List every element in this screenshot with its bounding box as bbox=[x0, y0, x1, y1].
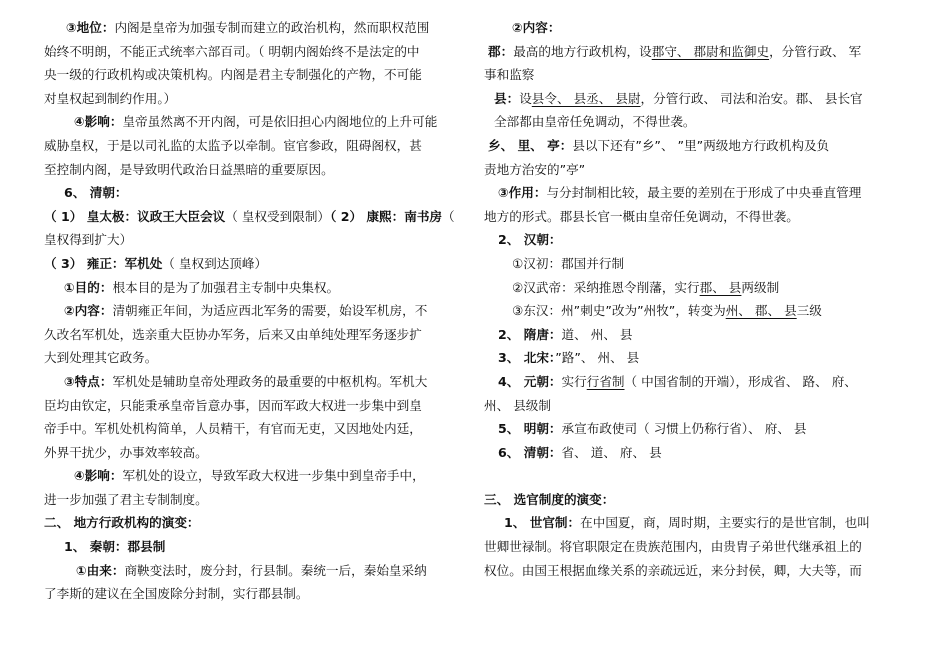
body-text: 帝手中。军机处机构简单，人员精干，有官而无吏，又因地处内廷， bbox=[44, 421, 422, 437]
bold-heading: ①目的： bbox=[64, 279, 113, 295]
body-text: 进一步加强了君主专制制度。 bbox=[44, 491, 208, 507]
underlined-term: 郡、 县 bbox=[699, 279, 742, 295]
text-line bbox=[484, 417, 908, 441]
text-line bbox=[484, 346, 908, 370]
text-line bbox=[44, 535, 468, 559]
text-line bbox=[44, 488, 468, 512]
bold-heading: （ 2） 康熙：南书房 bbox=[330, 208, 443, 224]
text-line bbox=[44, 16, 468, 40]
text-line bbox=[44, 299, 468, 323]
body-text: 清朝雍正年间，为适应西北军务的需要，始设军机房，不 bbox=[112, 303, 428, 319]
body-text: 臣均由钦定，只能秉承皇帝旨意办事，因而军政大权进一步集中到皇 bbox=[44, 397, 422, 413]
bold-heading: 6、 清朝： bbox=[64, 185, 128, 201]
body-text: （ bbox=[442, 208, 455, 224]
body-text: 军机处是辅助皇帝处理政务的最重要的中枢机构。军机大 bbox=[112, 373, 428, 389]
body-text: ②汉武帝：采纳推恩令削藩，实行 bbox=[512, 279, 700, 295]
body-text: 世卿世禄制。将官职限定在贵族范围内，由贵胄子弟世代继承祖上的 bbox=[484, 539, 862, 555]
bold-heading: 三、 选官制度的演变： bbox=[484, 491, 615, 507]
body-text: 久改名军机处，选亲重大臣协办军务，后来又由单纯处理军务逐步扩 bbox=[44, 326, 422, 342]
text-line bbox=[44, 370, 468, 394]
body-text: 设 bbox=[519, 90, 532, 106]
text-line bbox=[484, 535, 908, 559]
text-line bbox=[44, 181, 468, 205]
text-line bbox=[44, 582, 468, 606]
body-text: 在中国夏，商，周时期，主要实行的是世官制，也叫 bbox=[580, 515, 870, 531]
body-text: ①汉初：郡国并行制 bbox=[512, 255, 625, 271]
text-line bbox=[44, 559, 468, 583]
text-line bbox=[44, 134, 468, 158]
text-line bbox=[44, 276, 468, 300]
body-text: 商鞅变法时，废分封，行县制。秦统一后，秦始皇采纳 bbox=[124, 562, 427, 578]
body-text: 州、 县级制 bbox=[484, 397, 551, 413]
body-text: 权位。由国王根据血缘关系的亲疏远近，来分封侯，卿，大夫等，而 bbox=[484, 562, 862, 578]
bold-heading: 二、 地方行政机构的演变： bbox=[44, 515, 200, 531]
bold-heading: ②内容： bbox=[512, 20, 561, 35]
text-line bbox=[44, 205, 468, 229]
bold-heading: 郡： bbox=[488, 43, 514, 59]
body-text: （ 皇权到达顶峰） bbox=[162, 255, 268, 271]
bold-heading: 5、 明朝： bbox=[498, 421, 562, 437]
body-text: 央一级的行政机构或决策机构。内阁是君主专制强化的产物，不可能 bbox=[44, 67, 422, 83]
bold-heading: 乡、 里、 亭： bbox=[488, 137, 573, 153]
left-column bbox=[44, 16, 468, 606]
body-text: 承宣布政使司（ 习惯上仍称行省）、 府、 县 bbox=[561, 421, 807, 437]
body-text: 三级 bbox=[796, 303, 822, 319]
text-line bbox=[44, 346, 468, 370]
text-line bbox=[484, 299, 908, 323]
body-text: 军机处的设立，导致军政大权进一步集中到皇帝手中， bbox=[122, 468, 425, 484]
body-text: 与分封制相比较，最主要的差别在于形成了中央垂直管理 bbox=[546, 185, 862, 201]
blank-line bbox=[484, 464, 908, 488]
underlined-term: 行省制 bbox=[586, 373, 625, 389]
body-text: 道、 州、 县 bbox=[561, 326, 633, 342]
text-line bbox=[484, 252, 908, 276]
bold-heading: 1、 秦朝：郡县制 bbox=[64, 539, 166, 555]
text-line bbox=[484, 228, 908, 252]
text-line bbox=[484, 323, 908, 347]
body-text: 根本目的是为了加强君主专制中央集权。 bbox=[112, 279, 340, 295]
bold-heading: 1、 世官制： bbox=[504, 515, 581, 531]
text-line bbox=[44, 40, 468, 64]
text-line bbox=[484, 40, 908, 64]
text-line bbox=[484, 511, 908, 535]
underlined-term: 县令、 县丞、 县尉 bbox=[531, 90, 641, 106]
body-text: 实行 bbox=[561, 373, 587, 389]
body-text: （ 中国省制的开端），形成省、 路、 府、 bbox=[624, 373, 857, 389]
bold-heading: 2、 隋唐： bbox=[498, 326, 562, 342]
text-line bbox=[484, 370, 908, 394]
body-text: 省、 道、 府、 县 bbox=[561, 444, 662, 460]
bold-heading: ③地位： bbox=[66, 20, 115, 35]
text-line bbox=[484, 63, 908, 87]
text-line bbox=[44, 511, 468, 535]
text-line bbox=[44, 323, 468, 347]
bold-heading: 县： bbox=[494, 90, 520, 106]
bold-heading: ④影响： bbox=[74, 114, 123, 130]
body-text: 大到处理其它政务。 bbox=[44, 350, 158, 366]
bold-heading: ④影响： bbox=[74, 468, 123, 484]
body-text: 最高的地方行政机构，设 bbox=[513, 43, 652, 59]
text-line bbox=[44, 417, 468, 441]
underlined-term: 郡守、 郡尉和监御史 bbox=[651, 43, 770, 59]
body-text: ③东汉：州”刺史”改为”州牧”，转变为 bbox=[512, 303, 726, 319]
body-text: 至控制内阁，是导致明代政治日益黑暗的重要原因。 bbox=[44, 161, 334, 177]
body-text: 始终不明朗，不能正式统率六部百司。（ 明朝内阁始终不是法定的中 bbox=[44, 43, 420, 59]
bold-heading: 3、 北宋： bbox=[498, 350, 556, 366]
bold-heading: 6、 清朝： bbox=[498, 444, 562, 460]
body-text: 外界干扰少，办事效率较高。 bbox=[44, 444, 208, 460]
bold-heading: （ 1） 皇太极：议政王大臣会议 bbox=[44, 208, 226, 224]
body-text: 地方的形式。郡县长官一概由皇帝任免调动，不得世袭。 bbox=[484, 208, 799, 224]
bold-heading: 2、 汉朝： bbox=[498, 232, 562, 248]
right-column bbox=[484, 16, 908, 582]
text-line bbox=[44, 441, 468, 465]
bold-heading: 4、 元朝： bbox=[498, 373, 562, 389]
text-line bbox=[44, 252, 468, 276]
text-line bbox=[484, 158, 908, 182]
body-text: ，分管行政、 军 bbox=[769, 43, 862, 59]
text-line bbox=[44, 87, 468, 111]
text-line bbox=[484, 205, 908, 229]
body-text: 两级制 bbox=[741, 279, 780, 295]
text-line bbox=[484, 276, 908, 300]
body-text: 皇帝虽然离不开内阁，可是依旧担心内阁地位的上升可能 bbox=[122, 114, 438, 130]
text-line bbox=[44, 63, 468, 87]
body-text: 县以下还有”乡”、 ”里”两级地方行政机构及负 bbox=[572, 137, 830, 153]
bold-heading: ②内容： bbox=[64, 303, 113, 319]
text-line bbox=[44, 464, 468, 488]
body-text: 事和监察 bbox=[484, 67, 535, 83]
text-line bbox=[484, 441, 908, 465]
bold-heading: ①由来： bbox=[76, 562, 125, 578]
underlined-term: 州、 郡、 县 bbox=[725, 303, 797, 319]
body-text: （ 皇权受到限制） bbox=[225, 208, 331, 224]
body-text: 责地方治安的”亭” bbox=[484, 161, 586, 177]
text-line bbox=[484, 87, 908, 111]
text-line bbox=[44, 228, 468, 252]
text-line bbox=[484, 181, 908, 205]
body-text: 皇权得到扩大） bbox=[44, 232, 133, 248]
text-line bbox=[44, 394, 468, 418]
text-line bbox=[484, 110, 908, 134]
text-line bbox=[44, 158, 468, 182]
text-line bbox=[484, 488, 908, 512]
text-line bbox=[44, 110, 468, 134]
body-text: ，分管行政、 司法和治安。郡、 县长官 bbox=[640, 90, 863, 106]
text-line bbox=[484, 16, 908, 40]
body-text: 全部都由皇帝任免调动，不得世袭。 bbox=[494, 114, 696, 130]
body-text: 威胁皇权，于是以司礼监的太监予以牵制。宦官参政，阻碍阁权，甚 bbox=[44, 137, 422, 153]
text-line bbox=[484, 134, 908, 158]
bold-heading: ③作用： bbox=[498, 185, 547, 201]
body-text: 对皇权起到制约作用。） bbox=[44, 90, 177, 106]
bold-heading: ③特点： bbox=[64, 373, 113, 389]
body-text: ”路”、 州、 县 bbox=[555, 350, 640, 366]
text-line bbox=[484, 559, 908, 583]
body-text: 了李斯的建议在全国废除分封制，实行郡县制。 bbox=[44, 586, 309, 602]
text-line bbox=[484, 394, 908, 418]
bold-heading: （ 3） 雍正：军机处 bbox=[44, 255, 163, 271]
body-text: 内阁是皇帝为加强专制而建立的政治机构，然而职权范围 bbox=[114, 20, 430, 35]
